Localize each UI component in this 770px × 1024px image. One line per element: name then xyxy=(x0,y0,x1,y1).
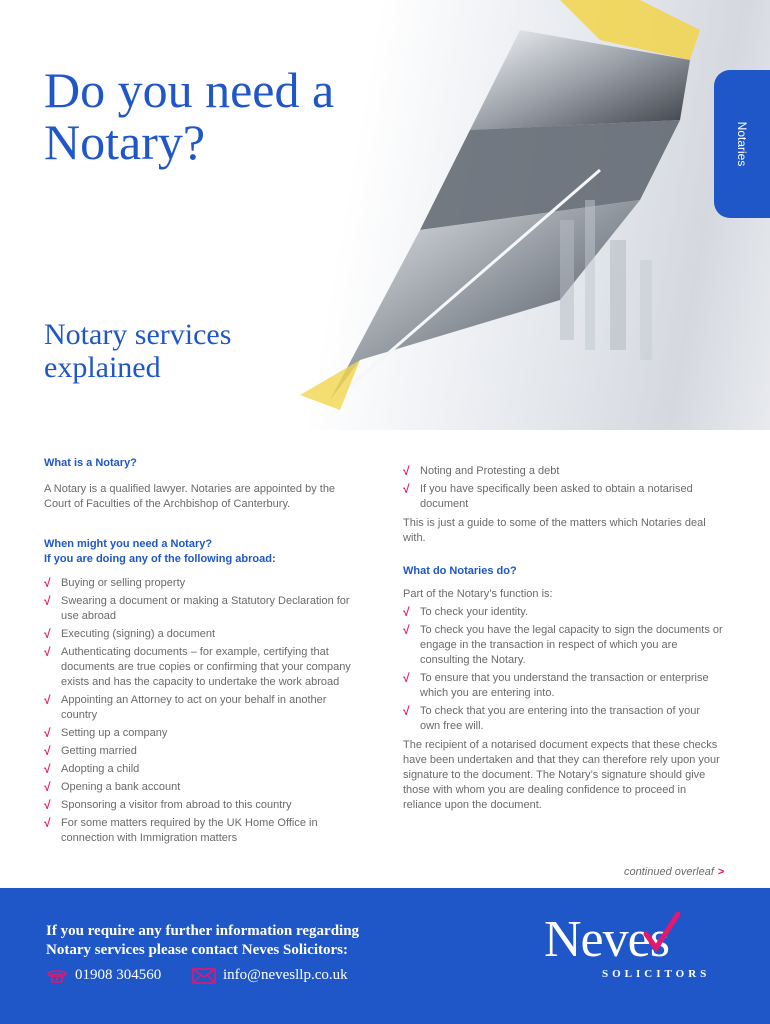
when-heading-line2: If you are doing any of the following abroad: xyxy=(44,553,276,565)
email-contact[interactable] xyxy=(192,967,348,984)
tick-icon: √ xyxy=(44,762,51,776)
list-item: √ Sponsoring a visitor from abroad to this country xyxy=(44,798,292,812)
list-item: √ If you have specifically been asked to obtain a notarised document xyxy=(403,482,693,510)
do-list xyxy=(403,605,723,734)
tick-mark-icon xyxy=(642,912,682,952)
continued-overleaf xyxy=(624,866,724,878)
tick-icon: √ xyxy=(44,627,51,641)
closing-text: The recipient of a notarised document expects that these checks have been undertaken and that they can therefore rely upon your signature to the document. The Notary’s signature should give those with whom you are dealing confidence to proceed in reliance upon the document. xyxy=(403,739,720,811)
tick-icon: √ xyxy=(44,798,51,812)
left-column xyxy=(44,456,364,850)
page-title: Do you need a Notary? xyxy=(44,62,335,170)
tick-icon: √ xyxy=(44,576,51,590)
neves-logo xyxy=(544,912,734,992)
phone-contact[interactable] xyxy=(46,967,161,984)
tick-icon: √ xyxy=(44,645,51,659)
list-item: √ Buying or selling property xyxy=(44,576,186,590)
list-item: √ Executing (signing) a document xyxy=(44,627,216,641)
when-list xyxy=(44,576,364,846)
continued-label: continued overleaf xyxy=(624,866,714,878)
tick-icon: √ xyxy=(44,816,51,830)
list-item: √ Opening a bank account xyxy=(44,780,181,794)
list-item: √ To ensure that you understand the transaction or enterprise which you are entering into. xyxy=(403,671,709,699)
list-item: √ Appointing an Attorney to act on your behalf in another country xyxy=(44,693,327,721)
tick-icon: √ xyxy=(403,464,410,478)
phone-number[interactable]: 01908 304560 xyxy=(75,967,162,983)
tick-icon: √ xyxy=(403,605,410,619)
logo-subtitle: SOLICITORS xyxy=(602,968,711,980)
tick-icon: √ xyxy=(403,482,410,496)
list-item: √ Noting and Protesting a debt xyxy=(403,464,560,478)
section-tab-label: Notaries xyxy=(735,121,749,167)
when-heading xyxy=(44,537,364,567)
list-item: √ To check you have the legal capacity to sign the documents or engage in the transaction in respect of which you are consulting the Notary. xyxy=(403,623,723,666)
chevron-right-icon: > xyxy=(717,866,725,878)
list-item: √ Getting married xyxy=(44,744,137,758)
tick-icon: √ xyxy=(44,693,51,707)
footer-message xyxy=(46,922,426,960)
list-item: √ Swearing a document or making a Statutory Declaration for use abroad xyxy=(44,594,350,622)
tick-icon: √ xyxy=(44,744,51,758)
do-heading: What do Notaries do? xyxy=(403,565,517,577)
do-intro: Part of the Notary’s function is: xyxy=(403,588,553,600)
envelope-icon xyxy=(192,968,216,984)
list-item: √ To check that you are entering into the transaction of your own free will. xyxy=(403,704,701,732)
what-text: A Notary is a qualified lawyer. Notaries are appointed by the Court of Faculties of the Archbishop of Canterbury. xyxy=(44,483,336,510)
list-item: √ Authenticating documents – for example, certifying that documents are true copies or confirming that your company exists and has the capacity to undertake the work abroad xyxy=(44,645,351,688)
right-column xyxy=(403,464,723,824)
when-heading-line1: When might you need a Notary? xyxy=(44,538,213,550)
page-subtitle: Notary services explained xyxy=(44,318,232,384)
footer-line1: If you require any further information regarding xyxy=(46,923,360,939)
section-tab xyxy=(714,70,770,218)
list-item: √ For some matters required by the UK Home Office in connection with Immigration matters xyxy=(44,816,318,844)
tick-icon: √ xyxy=(44,594,51,608)
email-address[interactable]: info@nevesllp.co.uk xyxy=(223,967,348,983)
tick-icon: √ xyxy=(403,623,410,637)
tick-icon: √ xyxy=(44,726,51,740)
footer-banner xyxy=(0,888,770,1024)
list-item: √ To check your identity. xyxy=(403,605,529,619)
tick-icon: √ xyxy=(44,780,51,794)
list-item: √ Setting up a company xyxy=(44,726,168,740)
phone-icon xyxy=(46,968,68,984)
guide-text: This is just a guide to some of the matters which Notaries deal with. xyxy=(403,517,706,544)
tick-icon: √ xyxy=(403,704,410,718)
tick-icon: √ xyxy=(403,671,410,685)
what-heading: What is a Notary? xyxy=(44,457,137,469)
footer-line2: Notary services please contact Neves Solicitors: xyxy=(46,942,348,958)
logo-word: Neves xyxy=(544,911,669,968)
extra-list xyxy=(403,464,723,512)
list-item: √ Adopting a child xyxy=(44,762,140,776)
